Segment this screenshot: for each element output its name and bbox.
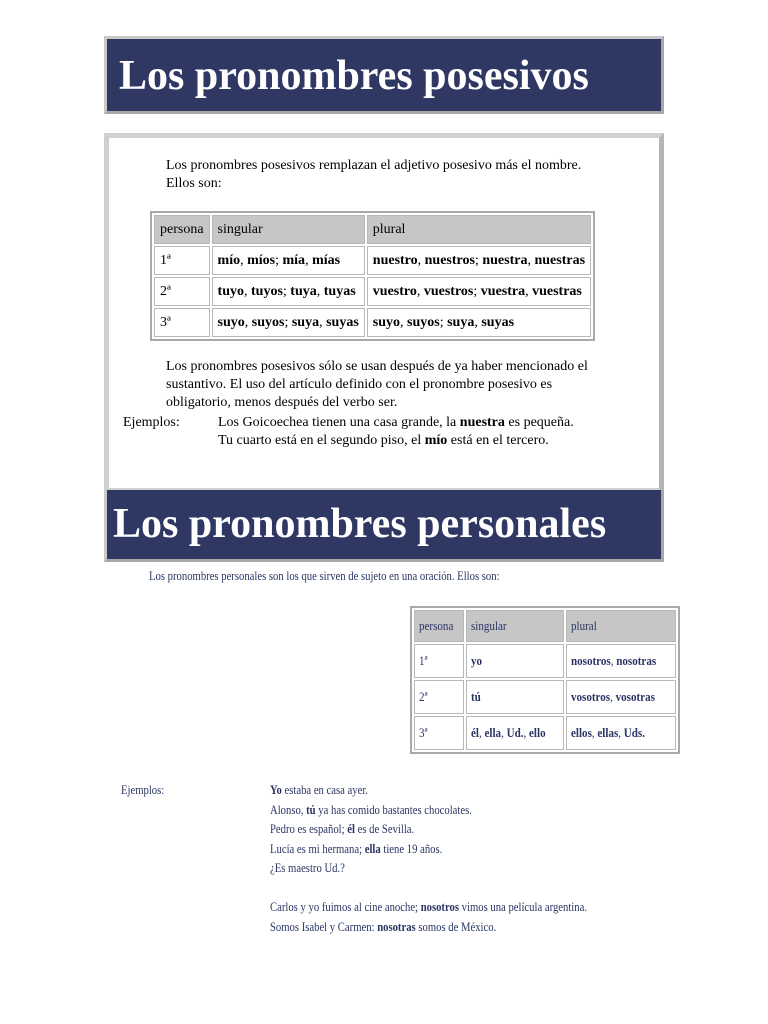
- singular-cell: [466, 680, 564, 714]
- bold-pronoun: Yo: [270, 782, 282, 797]
- text-run: ,: [610, 689, 616, 704]
- header-plural-text: plural: [571, 618, 597, 633]
- text-run: Alonso,: [270, 801, 307, 817]
- persona-text: 3ª: [419, 725, 428, 740]
- plural-text: [571, 689, 655, 705]
- bold-pronoun: suya: [447, 314, 475, 330]
- text-run: Los Goicoechea tienen una casa grande, la: [218, 415, 460, 430]
- text-run: ¿Es maestro Ud.?: [270, 860, 345, 875]
- bold-pronoun: suyas: [481, 314, 515, 330]
- bold-pronoun: suyos: [251, 314, 285, 330]
- bold-pronoun: tuyo: [217, 283, 244, 299]
- persona-cell: 1ª: [154, 246, 210, 275]
- bold-pronoun: tuyos: [251, 283, 283, 299]
- personales-title-banner: [104, 490, 664, 562]
- persona-text: 2ª: [419, 689, 428, 704]
- text-run: es pequeña.: [504, 415, 574, 430]
- text-run: ;: [439, 314, 448, 330]
- personales-title: Los pronombres personales: [113, 501, 607, 547]
- personales-intro: Los pronombres personales son los que sirven de sujeto en una oración. Ellos son:: [149, 568, 500, 583]
- table-row: [414, 680, 676, 714]
- text-run: ya has comido bastantes chocolates.: [315, 801, 472, 817]
- bold-pronoun: nuestra: [482, 252, 528, 268]
- bold-pronoun: suya: [291, 314, 320, 330]
- text-run: ;: [473, 283, 481, 299]
- table-row: [414, 716, 676, 750]
- table-row: [414, 644, 676, 678]
- persona-cell: [414, 716, 464, 750]
- header-singular-text: singular: [471, 618, 508, 633]
- text-run: ;: [284, 314, 292, 330]
- text-run: ,: [240, 252, 248, 268]
- bold-pronoun: vosotras: [615, 689, 656, 704]
- plural-cell: [367, 246, 591, 275]
- persona-cell: [414, 680, 464, 714]
- text-run: ,: [319, 314, 327, 330]
- header-singular: [466, 610, 564, 642]
- text-run: Tu cuarto está en el segundo piso, el: [218, 433, 425, 448]
- plural-cell: [566, 644, 676, 678]
- bold-pronoun: suyo: [217, 314, 245, 330]
- bold-pronoun: nosotros: [571, 653, 611, 668]
- bold-pronoun: mía: [282, 252, 306, 268]
- table-header-row: [414, 610, 676, 642]
- singular-cell: [466, 716, 564, 750]
- example-spacer: [270, 878, 587, 898]
- bold-pronoun: Ud.: [507, 725, 524, 740]
- singular-text: [471, 689, 481, 705]
- persona-cell: 2ª: [154, 277, 210, 306]
- singular-cell: [466, 644, 564, 678]
- example-sentence: [270, 917, 587, 937]
- text-run: ,: [501, 725, 508, 740]
- bold-pronoun: Uds.: [624, 725, 646, 740]
- example-sentence: [270, 839, 587, 859]
- persona-cell: [414, 644, 464, 678]
- plural-cell: [566, 680, 676, 714]
- bold-pronoun: ella: [364, 840, 381, 856]
- bold-pronoun: nosotros: [420, 899, 459, 914]
- header-plural: plural: [367, 215, 591, 244]
- bold-pronoun: mías: [312, 252, 341, 268]
- text-run: es de Sevilla.: [354, 821, 415, 836]
- text-run: Somos Isabel y Carmen:: [270, 918, 378, 934]
- bold-pronoun: nosotras: [616, 653, 657, 668]
- singular-text: [471, 725, 546, 741]
- text-run: ,: [316, 283, 324, 299]
- posesivos-examples-label: Ejemplos:: [123, 415, 180, 430]
- example-sentence: [270, 780, 587, 800]
- header-singular: singular: [212, 215, 365, 244]
- personales-examples: [270, 780, 587, 936]
- header-persona: persona: [154, 215, 210, 244]
- plural-text: [571, 653, 656, 669]
- text-run: ,: [416, 283, 424, 299]
- header-plural: [566, 610, 676, 642]
- bold-pronoun: tú: [306, 801, 316, 817]
- example-sentence: [270, 858, 587, 878]
- singular-text: [471, 653, 482, 669]
- text-run: somos de México.: [415, 918, 497, 934]
- plural-cell: [566, 716, 676, 750]
- example-sentence: [270, 800, 587, 820]
- bold-pronoun: ella: [484, 725, 502, 740]
- text-run: vimos una película argentina.: [458, 899, 587, 914]
- bold-pronoun: yo: [471, 653, 483, 668]
- text-run: Pedro es español;: [270, 821, 348, 836]
- table-row: [154, 308, 591, 337]
- text-run: ,: [592, 725, 598, 740]
- posesivos-title: Los pronombres posesivos: [119, 53, 589, 99]
- text-run: ;: [474, 252, 483, 268]
- text-run: ,: [474, 314, 482, 330]
- bold-pronoun: tú: [471, 689, 482, 704]
- text-run: ,: [618, 725, 625, 740]
- bold-pronoun: vuestro: [372, 283, 417, 299]
- posesivos-title-banner: [104, 36, 664, 114]
- text-run: ,: [244, 283, 251, 299]
- bold-pronoun: míos: [247, 252, 276, 268]
- table-row: [154, 246, 591, 275]
- text-run: ,: [523, 725, 530, 740]
- personales-examples-label: Ejemplos:: [121, 782, 165, 797]
- bold-pronoun: vuestra: [480, 283, 526, 299]
- header-persona-text: persona: [419, 618, 454, 633]
- text-run: Lucía es mi hermana;: [270, 840, 365, 856]
- posesivos-intro: [166, 157, 581, 193]
- text-run: ,: [610, 653, 617, 668]
- singular-cell: [212, 308, 365, 337]
- bold-pronoun: nuestra: [459, 415, 505, 430]
- bold-pronoun: nuestro: [372, 252, 418, 268]
- text-run: Carlos y yo fuimos al cine anoche;: [270, 899, 421, 914]
- text-run: estaba en casa ayer.: [281, 782, 368, 797]
- posesivos-examples: [218, 414, 578, 450]
- bold-pronoun: nuestras: [534, 252, 586, 268]
- bold-pronoun: vuestros: [423, 283, 474, 299]
- bold-pronoun: suyos: [407, 314, 440, 330]
- table-row: [154, 277, 591, 306]
- example-sentence: [218, 414, 578, 432]
- bold-pronoun: tuyas: [323, 283, 356, 299]
- example-sentence: [270, 819, 587, 839]
- singular-cell: [212, 277, 365, 306]
- example-sentence: [218, 432, 578, 450]
- table-header-row: [154, 215, 591, 244]
- bold-pronoun: mío: [217, 252, 241, 268]
- note-line: obligatorio, menos después del verbo ser.: [166, 395, 398, 410]
- bold-pronoun: suyas: [326, 314, 359, 330]
- bold-pronoun: ellas: [597, 725, 619, 740]
- text-run: ,: [400, 314, 408, 330]
- bold-pronoun: tuya: [290, 283, 317, 299]
- persona-cell: 3ª: [154, 308, 210, 337]
- posesivos-intro-line-2: Ellos son:: [166, 176, 222, 191]
- header-persona: [414, 610, 464, 642]
- text-run: ;: [282, 283, 291, 299]
- text-run: ,: [525, 283, 533, 299]
- singular-cell: [212, 246, 365, 275]
- text-run: ;: [275, 252, 283, 268]
- bold-pronoun: él: [347, 821, 355, 836]
- posesivos-note: [166, 358, 588, 412]
- text-run: ,: [244, 314, 252, 330]
- note-line: sustantivo. El uso del artículo definido con el pronombre posesivo es: [166, 377, 553, 392]
- bold-pronoun: vosotros: [571, 689, 611, 704]
- text-run: ,: [417, 252, 425, 268]
- text-run: ,: [305, 252, 313, 268]
- bold-pronoun: ellos: [571, 725, 593, 740]
- personales-table: [410, 606, 680, 754]
- bold-pronoun: suyo: [372, 314, 401, 330]
- bold-pronoun: ello: [529, 725, 547, 740]
- text-run: tiene 19 años.: [380, 840, 443, 856]
- bold-pronoun: vuestras: [532, 283, 582, 299]
- bold-pronoun: mío: [424, 433, 448, 448]
- text-run: ,: [479, 725, 485, 740]
- posesivos-intro-line-1: Los pronombres posesivos remplazan el adjetivo posesivo más el nombre.: [166, 158, 582, 173]
- example-sentence: [270, 897, 587, 917]
- plural-cell: [367, 277, 591, 306]
- bold-pronoun: él: [471, 725, 480, 740]
- note-line: Los pronombres posesivos sólo se usan después de ya haber mencionado el: [166, 359, 588, 374]
- text-run: está en el tercero.: [447, 433, 549, 448]
- posesivos-table: [150, 211, 595, 341]
- bold-pronoun: nuestros: [424, 252, 475, 268]
- bold-pronoun: nosotras: [377, 918, 416, 934]
- text-run: ,: [527, 252, 535, 268]
- persona-text: 1ª: [419, 653, 428, 668]
- plural-cell: [367, 308, 591, 337]
- plural-text: [571, 725, 645, 741]
